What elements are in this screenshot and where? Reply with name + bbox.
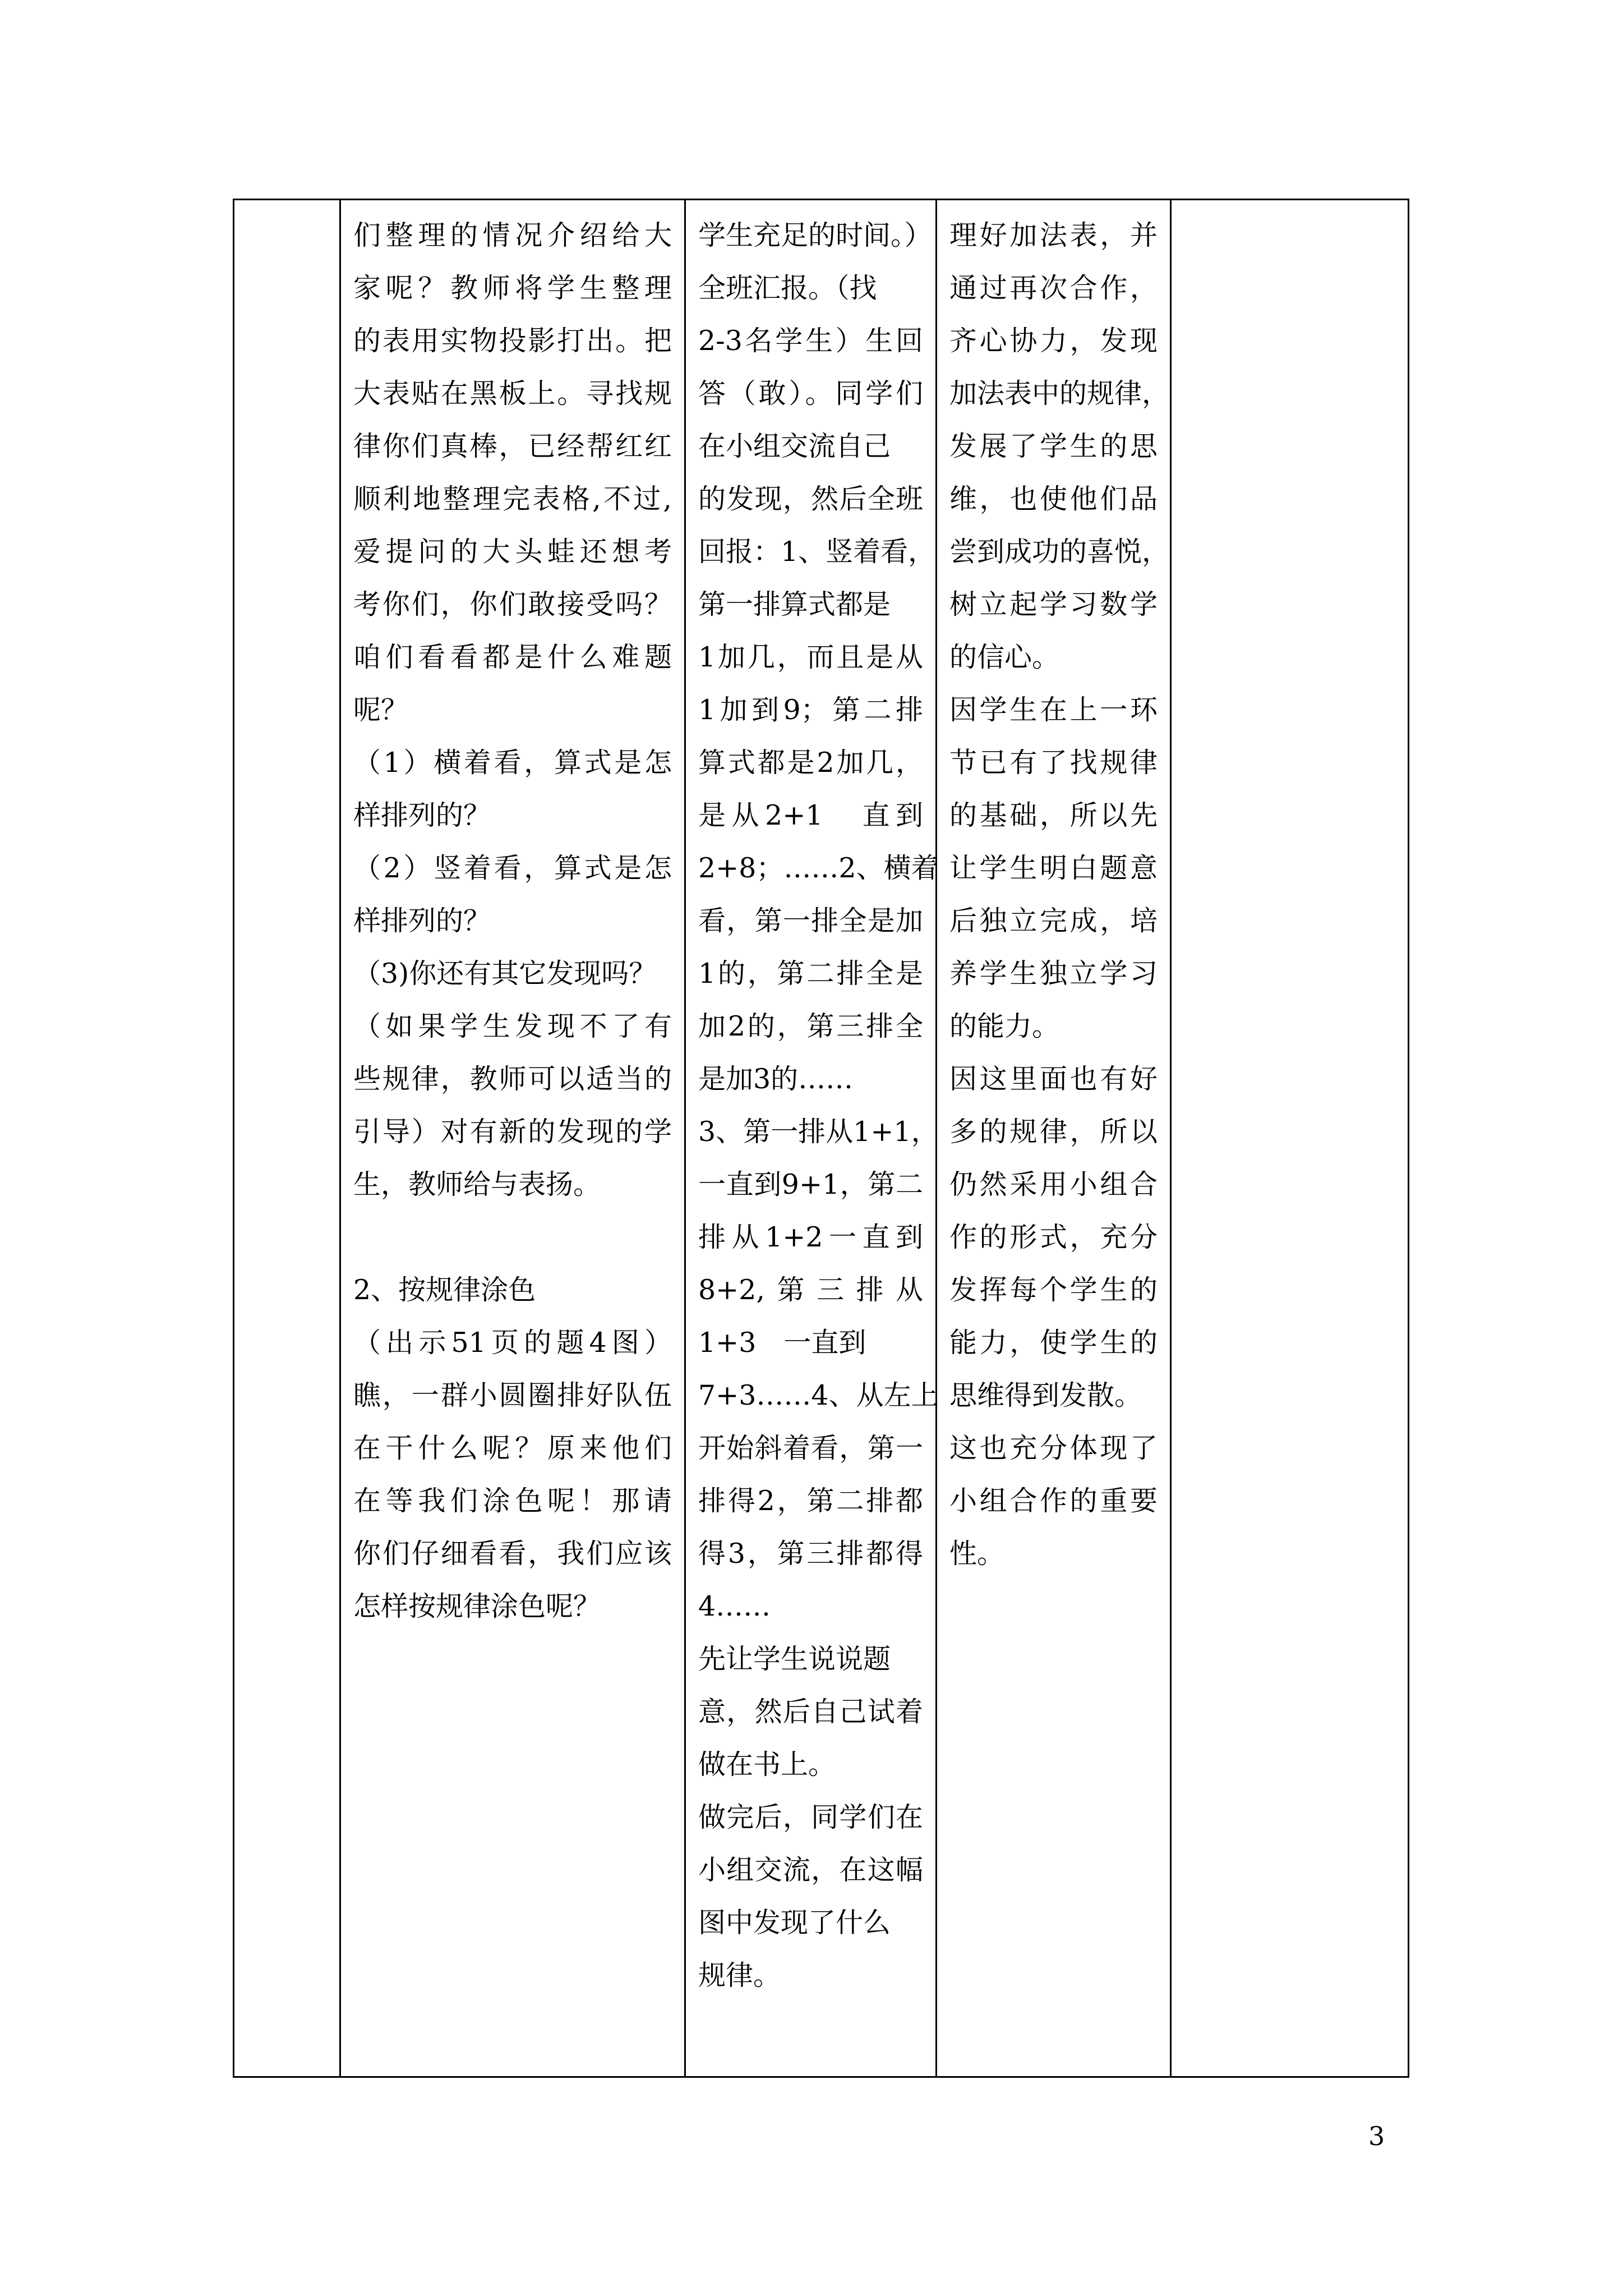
text-line: 尝到成功的喜悦， bbox=[949, 536, 1170, 568]
text-line: 的能力。 bbox=[949, 1010, 1060, 1042]
text-line: 咱们看看都是什么难题 bbox=[353, 641, 672, 673]
text-line: 维，也使他们品 bbox=[949, 483, 1158, 515]
text-line: （出示51页的题4图） bbox=[353, 1327, 672, 1359]
text-line: 看，第一排全是加 bbox=[698, 905, 923, 937]
text-line: 4…… bbox=[698, 1590, 771, 1622]
page-number: 3 bbox=[1368, 2121, 1385, 2151]
text-line: 齐心协力，发现 bbox=[949, 325, 1158, 357]
text-line: 在小组交流自己 bbox=[698, 430, 891, 462]
teacher-activity-text bbox=[341, 200, 684, 1633]
text-line: 3、第一排从1+1， bbox=[698, 1116, 939, 1148]
text-line: 能力，使学生的 bbox=[949, 1327, 1158, 1359]
text-line: 一直到9+1，第二 bbox=[698, 1168, 923, 1200]
text-line: 的信心。 bbox=[949, 641, 1060, 673]
text-line: 你们仔细看看，我们应该 bbox=[353, 1538, 672, 1570]
text-line: 这也充分体现了 bbox=[949, 1432, 1158, 1464]
text-line: 性。 bbox=[949, 1538, 1005, 1570]
text-line: 作的形式，充分 bbox=[949, 1221, 1158, 1253]
teacher-activity-cell bbox=[340, 200, 685, 2077]
text-line: 学生充足的时间。） bbox=[698, 219, 932, 251]
text-line: 意，然后自己试着 bbox=[698, 1696, 923, 1728]
text-line: 思维得到发散。 bbox=[949, 1379, 1142, 1411]
text-line: 是从2+1 直到 bbox=[698, 799, 923, 831]
text-line: 让学生明白题意 bbox=[949, 852, 1158, 884]
text-line: 理好加法表，并 bbox=[949, 219, 1158, 251]
text-line: 大表贴在黑板上。寻找规 bbox=[353, 378, 672, 409]
text-line: 做完后，同学们在 bbox=[698, 1801, 923, 1833]
text-line: 加法表中的规律， bbox=[949, 378, 1170, 409]
text-line: 是加3的…… bbox=[698, 1063, 854, 1095]
text-line: 加2的，第三排全 bbox=[698, 1010, 923, 1042]
text-line: 爱提问的大头蛙还想考 bbox=[353, 536, 672, 568]
text-line: 1加几，而且是从 bbox=[698, 641, 923, 673]
text-line: 发展了学生的思 bbox=[949, 430, 1158, 462]
text-line: 在等我们涂色呢！那请 bbox=[353, 1485, 672, 1517]
text-line: 的发现，然后全班 bbox=[698, 483, 923, 515]
text-line: 7+3……4、从左上 bbox=[698, 1379, 939, 1411]
text-line: 因学生在上一环 bbox=[949, 694, 1158, 726]
text-line: 1加到9；第二排 bbox=[698, 694, 923, 726]
text-line: 顺利地整理完表格,不过, bbox=[353, 483, 672, 515]
text-line: 些规律，教师可以适当的 bbox=[353, 1063, 672, 1095]
text-line: 1的，第二排全是 bbox=[698, 958, 923, 990]
text-line: 仍然采用小组合 bbox=[949, 1168, 1158, 1200]
student-activity-text bbox=[686, 200, 939, 2002]
student-activity-cell bbox=[685, 200, 937, 2077]
text-line: 做在书上。 bbox=[698, 1749, 836, 1780]
text-line: 律你们真棒，已经帮红红 bbox=[353, 430, 672, 462]
text-line: 瞧，一群小圆圈排好队伍 bbox=[353, 1379, 672, 1411]
text-line: 得3，第三排都得 bbox=[698, 1538, 923, 1570]
text-line: 图中发现了什么 bbox=[698, 1907, 891, 1939]
text-line: 样排列的？ bbox=[353, 799, 491, 831]
lesson-plan-table bbox=[233, 199, 1409, 2078]
text-line: 2-3名学生）生回 bbox=[698, 325, 923, 357]
text-line: 引导）对有新的发现的学 bbox=[353, 1116, 672, 1148]
text-line: 发挥每个学生的 bbox=[949, 1274, 1158, 1306]
text-line: （1）横着看，算式是怎 bbox=[353, 747, 672, 779]
text-line: 回报：1、竖着看， bbox=[698, 536, 936, 568]
table-row bbox=[234, 200, 1409, 2077]
text-line: 第一排算式都是 bbox=[698, 588, 891, 620]
text-line: 节已有了找规律 bbox=[949, 747, 1158, 779]
text-line: 怎样按规律涂色呢？ bbox=[353, 1590, 601, 1622]
text-line: 在干什么呢？原来他们 bbox=[353, 1432, 672, 1464]
text-line: 开始斜着看，第一 bbox=[698, 1432, 923, 1464]
text-line: 多的规律，所以 bbox=[949, 1116, 1158, 1148]
text-line: 们整理的情况介绍给大 bbox=[353, 219, 672, 251]
text-line: 的表用实物投影打出。把 bbox=[353, 325, 672, 357]
text-line: 家呢？教师将学生整理 bbox=[353, 272, 672, 304]
text-line: 8+2,第三排从 bbox=[698, 1274, 923, 1306]
text-line: 通过再次合作， bbox=[949, 272, 1158, 304]
text-line: 生，教师给与表扬。 bbox=[353, 1168, 601, 1200]
text-line: （2）竖着看，算式是怎 bbox=[353, 852, 672, 884]
design-intent-cell bbox=[937, 200, 1171, 2077]
text-line: 小组交流，在这幅 bbox=[698, 1854, 923, 1886]
design-intent-text bbox=[937, 200, 1170, 1580]
text-line: 排从1+2一直到 bbox=[698, 1221, 923, 1253]
blank-line bbox=[353, 1211, 672, 1264]
empty-right-cell bbox=[1171, 200, 1409, 2077]
text-line: 样排列的？ bbox=[353, 905, 491, 937]
text-line: 规律。 bbox=[698, 1959, 781, 1991]
text-line: （3)你还有其它发现吗？ bbox=[353, 958, 657, 990]
text-line: 先让学生说说题 bbox=[698, 1643, 891, 1675]
text-line: 排得2，第二排都 bbox=[698, 1485, 923, 1517]
text-line: （如果学生发现不了有 bbox=[353, 1010, 672, 1042]
text-line: 算式都是2加几， bbox=[698, 747, 923, 779]
text-line: 小组合作的重要 bbox=[949, 1485, 1158, 1517]
text-line: 全班汇报。（找 bbox=[698, 272, 877, 304]
text-line: 因这里面也有好 bbox=[949, 1063, 1158, 1095]
text-line: 2、按规律涂色 bbox=[353, 1274, 536, 1306]
text-line: 答（敢）。同学们 bbox=[698, 378, 923, 409]
text-line: 养学生独立学习 bbox=[949, 958, 1158, 990]
text-line: 树立起学习数学 bbox=[949, 588, 1158, 620]
text-line: 后独立完成，培 bbox=[949, 905, 1158, 937]
text-line: 2+8；……2、横着 bbox=[698, 852, 939, 884]
text-line: 呢？ bbox=[353, 694, 409, 726]
text-line: 的基础，所以先 bbox=[949, 799, 1158, 831]
text-line: 1+3 一直到 bbox=[698, 1327, 866, 1359]
empty-left-cell bbox=[234, 200, 340, 2077]
text-line: 考你们，你们敢接受吗？ bbox=[353, 588, 672, 620]
